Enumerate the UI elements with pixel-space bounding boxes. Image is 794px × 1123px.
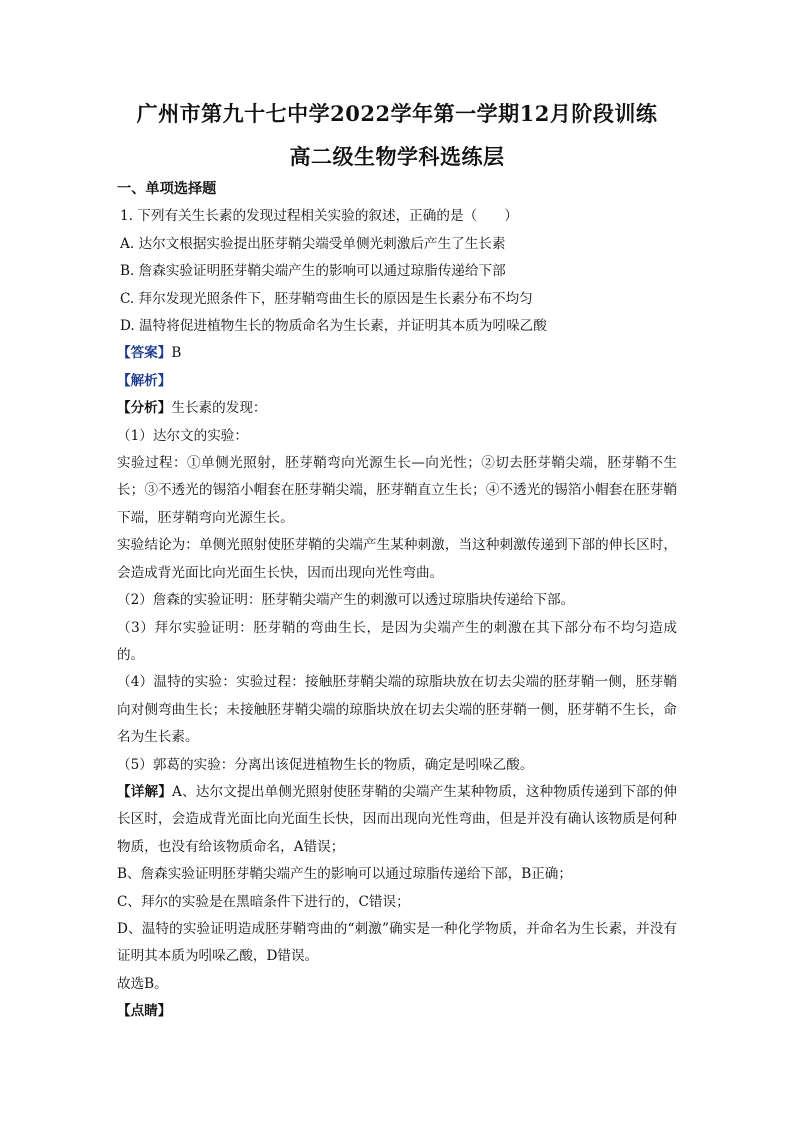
detail-item: 故选B。 [117, 975, 168, 992]
answer-tag: 【答案】 [117, 345, 172, 362]
fenxi-tag: 【分析】 [117, 400, 172, 417]
option-d: D. 温特将促进植物生长的物质命名为生长素，并证明其本质为吲哚乙酸 [120, 318, 547, 335]
analysis-item: （2）詹森的实验证明：胚芽鞘尖端产生的刺激可以透过琼脂块传递给下部。 [117, 592, 575, 609]
section-heading: 一、单项选择题 [117, 181, 217, 197]
fenxi-intro: 生长素的发现： [171, 400, 267, 417]
analysis-item: 实验过程：①单侧光照射，胚芽鞘弯向光源生长—向光性；②切去胚芽鞘尖端，胚芽鞘不生长；③不透光的锡箔小帽套在胚芽鞘尖端，胚芽鞘直立生长；④不透光的锡箔小帽套在胚芽鞘下端，胚芽鞘弯向光源生长。 [117, 455, 677, 526]
document-body [117, 176, 677, 1026]
analysis-intro [117, 395, 677, 422]
answer-line [117, 340, 677, 367]
detail-item: A、达尔文提出单侧光照射使胚芽鞘的尖端产生某种物质，这种物质传递到下部的伸长区时，会造成背光面比向光面生长快，因而出现向光性弯曲，但是并没有确认该物质是何种物质，也没有给该物质命名，A错误； [117, 783, 678, 855]
detail-first [117, 779, 677, 861]
option-c: C. 拜尔发现光照条件下，胚芽鞘弯曲生长的原因是生长素分布不均匀 [120, 290, 533, 307]
option-b: B. 詹森实验证明胚芽鞘尖端产生的影响可以通过琼脂传递给下部 [120, 263, 506, 280]
analysis-heading [117, 368, 677, 395]
analysis-item: 实验结论为：单侧光照射使胚芽鞘的尖端产生某种刺激，当这种刺激传递到下部的伸长区时，会造成背光面比向光面生长快，因而出现向光性弯曲。 [117, 537, 677, 581]
detail-item: C、拜尔的实验是在黑暗条件下进行的，C错误； [117, 893, 410, 910]
page-subtitle: 高二级生物学科选练层 [289, 144, 505, 169]
page-title: 广州市第九十七中学2022学年第一学期12月阶段训练 [136, 101, 658, 126]
detail-item: D、温特的实验证明造成胚芽鞘弯曲的“刺激”确实是一种化学物质，并命名为生长素，并没有证明其本质为吲哚乙酸，D错误。 [117, 920, 677, 965]
comment-heading [117, 998, 677, 1025]
analysis-item: （5）郭葛的实验：分离出该促进植物生长的物质，确定是吲哚乙酸。 [117, 756, 534, 773]
analysis-tag: 【解析】 [117, 372, 172, 389]
analysis-item: （1）达尔文的实验： [117, 427, 248, 444]
analysis-item: （3）拜尔实验证明：胚芽鞘的弯曲生长，是因为尖端产生的刺激在其下部分布不均匀造成的。 [117, 619, 677, 663]
option-a: A. 达尔文根据实验提出胚芽鞘尖端受单侧光刺激后产生了生长素 [120, 235, 506, 252]
question-stem: 1. 下列有关生长素的发现过程相关实验的叙述，正确的是（ ） [120, 208, 518, 225]
detail-item: B、詹森实验证明胚芽鞘尖端产生的影响可以通过琼脂传递给下部，B正确； [117, 866, 572, 883]
detail-tag: 【详解】 [117, 783, 173, 800]
comment-tag: 【点睛】 [117, 1003, 172, 1020]
answer-value: B [171, 345, 182, 362]
analysis-item: （4）温特的实验：实验过程：接触胚芽鞘尖端的琼脂块放在切去尖端的胚芽鞘一侧，胚芽鞘向对侧弯曲生长；未接触胚芽鞘尖端的琼脂块放在切去尖端的胚芽鞘一侧，胚芽鞘不生长，命名为生长素。 [117, 674, 677, 746]
